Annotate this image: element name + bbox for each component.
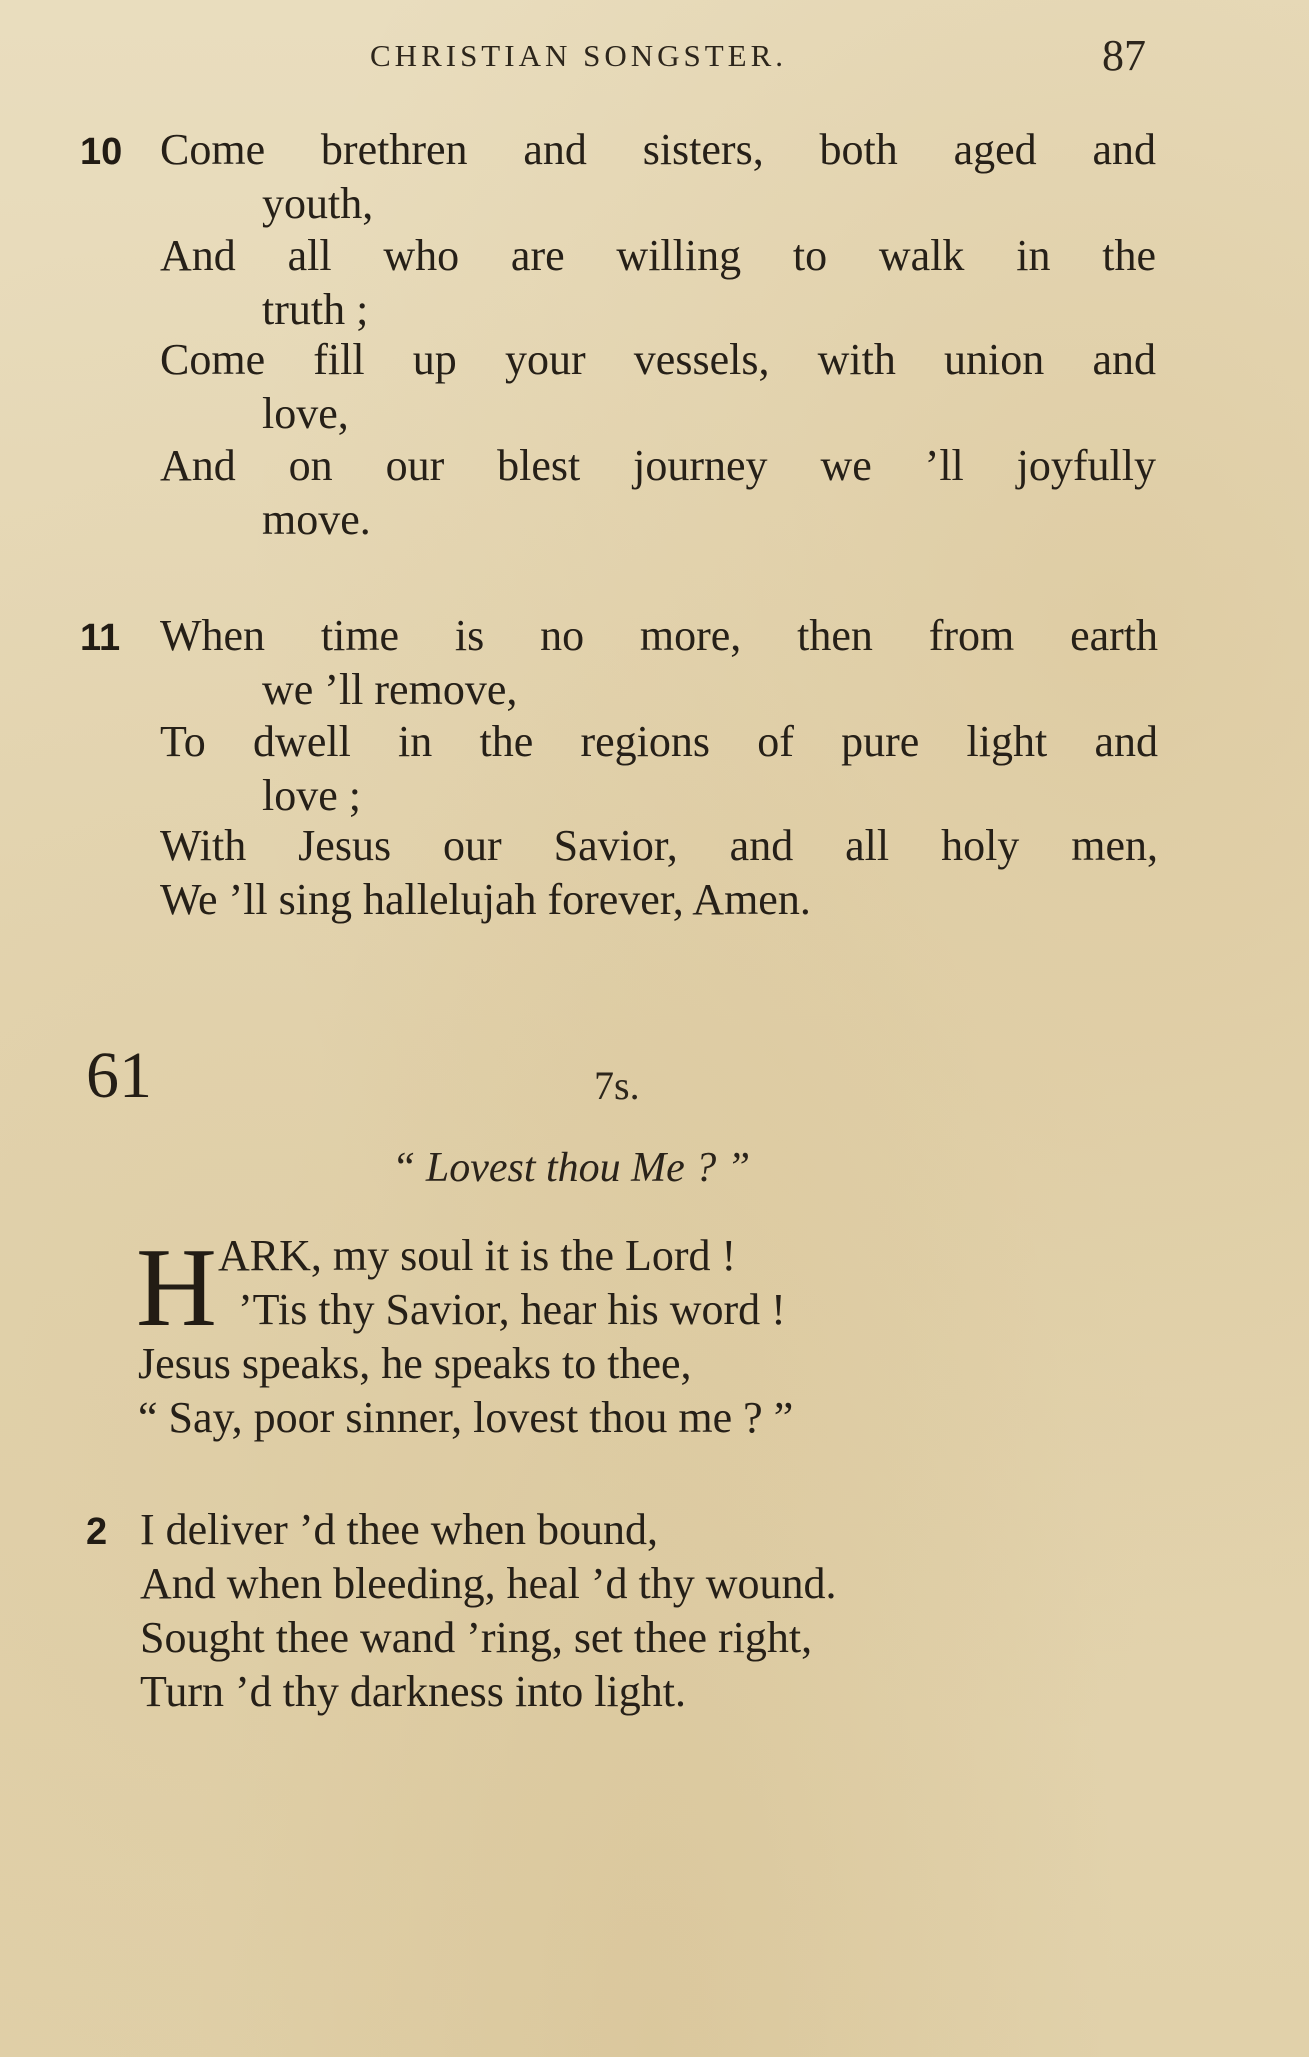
verse-line: love, [262,389,349,438]
drop-cap: H [136,1226,217,1350]
stanza-number: 10 [80,131,123,173]
verse-line: Come brethren and sisters, both aged and [160,125,1156,174]
stanza-number: 2 [86,1511,108,1553]
verse-line: Jesus speaks, he speaks to thee, [138,1339,692,1388]
verse-line: With Jesus our Savior, and all holy men, [160,821,1158,870]
verse-line: I deliver ’d thee when bound, [140,1505,659,1554]
verse-line: “ Say, poor sinner, lovest thou me ? ” [138,1393,794,1442]
hymn-meter: 7s. [594,1063,640,1108]
verse-line: Come fill up your vessels, with union and [160,335,1156,384]
verse-line: youth, [262,179,374,228]
verse-line: ARK, my soul it is the Lord ! [218,1231,737,1280]
verse-line: truth ; [262,285,369,334]
verse-line: we ’ll remove, [262,665,518,714]
verse-line: Sought thee wand ’ring, set thee right, [140,1613,813,1662]
verse-line: And all who are willing to walk in the [160,231,1156,280]
verse-line: To dwell in the regions of pure light and [160,717,1158,766]
verse-line: And when bleeding, heal ’d thy wound. [140,1559,837,1608]
verse-line: We ’ll sing hallelujah forever, Amen. [160,875,811,924]
hymn-number: 61 [86,1039,152,1112]
verse-line: When time is no more, then from earth [160,611,1158,660]
running-head: CHRISTIAN SONGSTER. [370,38,788,73]
verse-line: move. [262,495,371,544]
verse-line: love ; [262,771,361,820]
stanza-number: 11 [80,617,121,659]
hymn-title: “ Lovest thou Me ? ” [392,1145,751,1191]
verse-line: And on our blest journey we ’ll joyfully [160,441,1156,490]
page-number: 87 [1102,31,1146,80]
verse-line: Turn ’d thy darkness into light. [140,1667,686,1716]
verse-line: ’Tis thy Savior, hear his word ! [238,1285,786,1334]
